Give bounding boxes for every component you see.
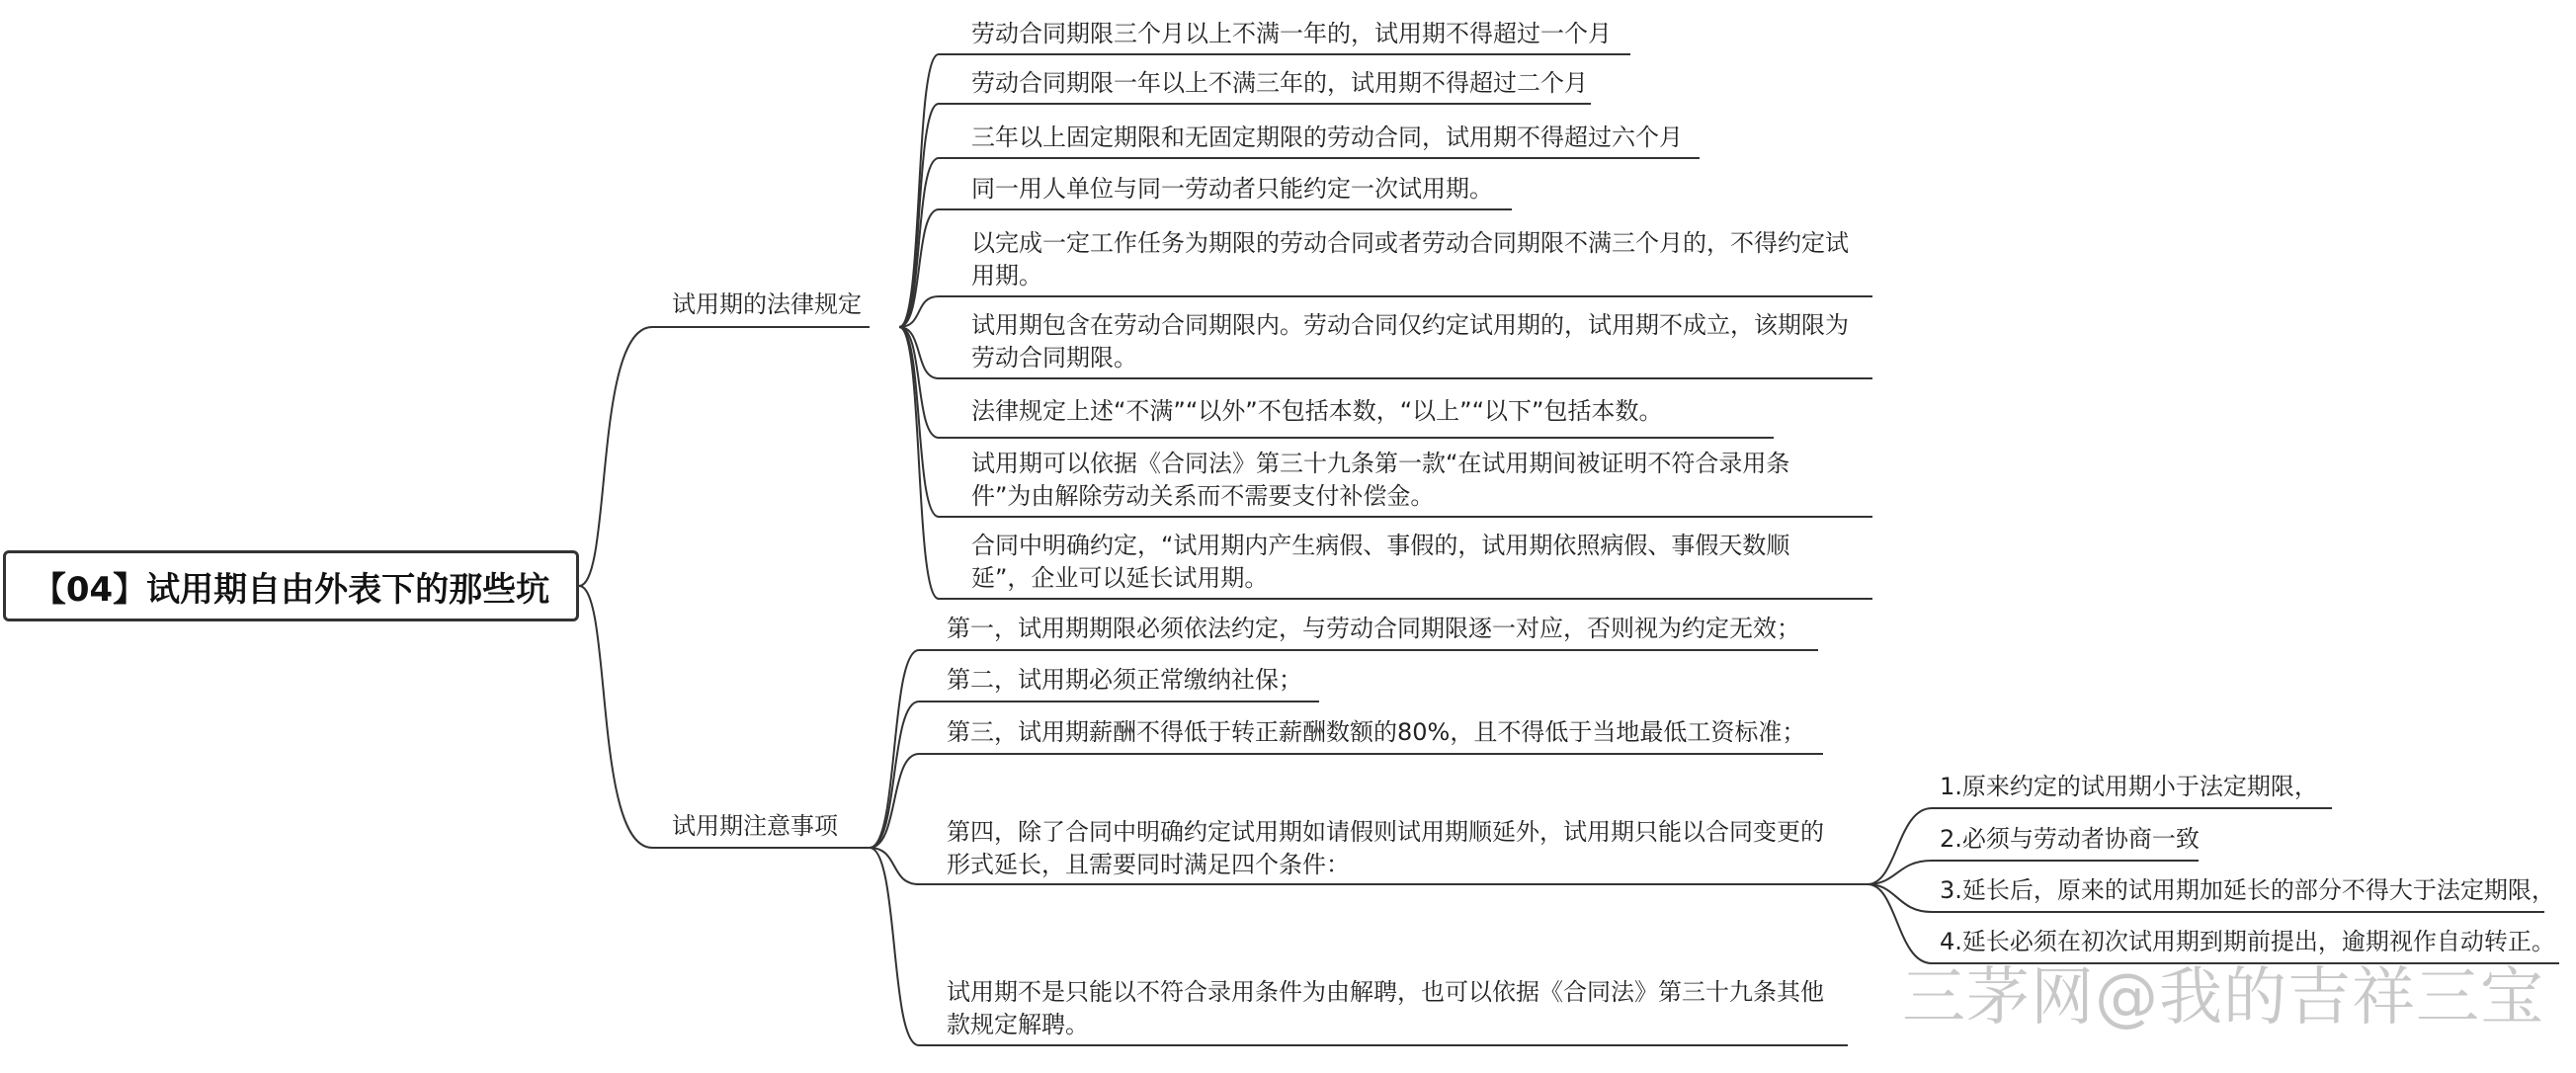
branch-precautions[interactable]: 试用期注意事项 — [672, 812, 838, 840]
precaution-item[interactable]: 第三，试用期薪酬不得低于转正薪酬数额的80%，且不得低于当地最低工资标准； — [947, 718, 1806, 746]
precaution-item[interactable]: 第一，试用期期限必须依法约定，与劳动合同期限逐一对应，否则视为约定无效； — [947, 615, 1800, 642]
condition-item[interactable]: 1.原来约定的试用期小于法定期限， — [1940, 773, 2318, 800]
precaution-item[interactable]: 第二，试用期必须正常缴纳社保； — [947, 666, 1302, 694]
legal-rule-item[interactable]: 试用期可以依据《合同法》第三十九条第一款“在试用期间被证明不符合录用条件”为由解除劳动关系而不需要支付补偿金。 — [971, 450, 1790, 510]
precaution-item[interactable]: 第四，除了合同中明确约定试用期如请假则试用期顺延外，试用期只能以合同变更的形式延长，且需要同时满足四个条件： — [947, 818, 1824, 878]
precaution-item[interactable]: 试用期不是只能以不符合录用条件为由解聘，也可以依据《合同法》第三十九条其他款规定解聘。 — [947, 978, 1824, 1038]
condition-item[interactable]: 3.延长后，原来的试用期加延长的部分不得大于法定期限， — [1940, 876, 2555, 904]
legal-rule-item[interactable]: 劳动合同期限三个月以上不满一年的，试用期不得超过一个月 — [971, 20, 1612, 47]
link-root-branch2 — [579, 586, 870, 848]
root-node[interactable] — [3, 550, 579, 621]
legal-rule-item[interactable]: 三年以上固定期限和无固定期限的劳动合同，试用期不得超过六个月 — [971, 124, 1683, 151]
legal-rule-item[interactable]: 试用期包含在劳动合同期限内。劳动合同仅约定试用期的，试用期不成立，该期限为劳动合同期限。 — [971, 311, 1849, 371]
legal-rule-item[interactable]: 同一用人单位与同一劳动者只能约定一次试用期。 — [971, 175, 1493, 203]
condition-item[interactable]: 2.必须与劳动者协商一致 — [1940, 825, 2200, 853]
legal-rule-item[interactable]: 法律规定上述“不满”“以外”不包括本数，“以上”“以下”包括本数。 — [971, 397, 1663, 425]
legal-rule-item[interactable]: 以完成一定工作任务为期限的劳动合同或者劳动合同期限不满三个月的，不得约定试用期。 — [971, 229, 1849, 289]
legal-rule-item[interactable]: 合同中明确约定，“试用期内产生病假、事假的，试用期依照病假、事假天数顺延”，企业可以延长试用期。 — [971, 532, 1790, 592]
branch-legal-rules[interactable]: 试用期的法律规定 — [672, 290, 862, 318]
watermark: 三茅网@我的吉祥三宝 — [1902, 961, 2544, 1034]
legal-rule-item[interactable]: 劳动合同期限一年以上不满三年的，试用期不得超过二个月 — [971, 69, 1588, 97]
condition-item[interactable]: 4.延长必须在初次试用期到期前提出，逾期视作自动转正。 — [1940, 928, 2555, 955]
root-label: 【04】试用期自由外表下的那些坑 — [32, 569, 550, 610]
link-root-branch1 — [579, 327, 870, 586]
